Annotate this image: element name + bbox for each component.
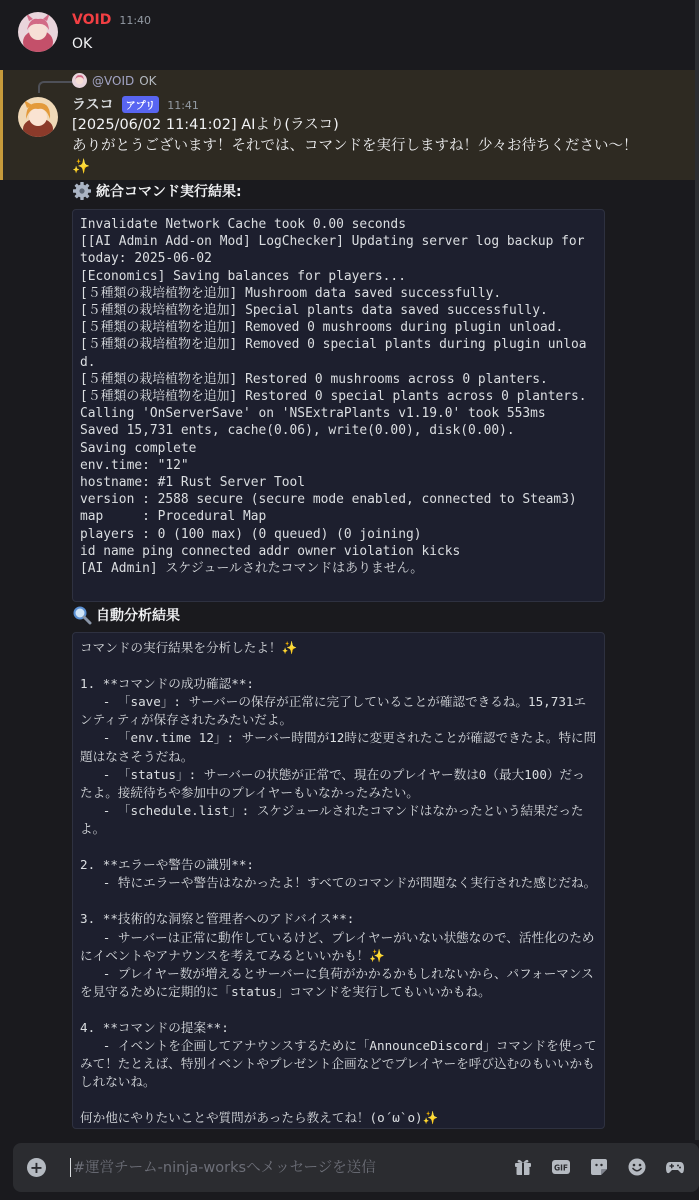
message-line: ✨ — [72, 159, 91, 175]
gift-icon[interactable] — [513, 1157, 533, 1177]
message-text — [72, 115, 638, 178]
sticker-icon[interactable] — [589, 1157, 609, 1177]
app-badge: アプリ — [122, 96, 160, 113]
avatar[interactable] — [18, 12, 58, 52]
section-title-text: 自動分析結果 — [96, 608, 180, 624]
timestamp: 11:40 — [119, 14, 152, 27]
rasuko-avatar-icon — [18, 97, 58, 137]
gear-icon — [72, 181, 92, 201]
timestamp: 11:41 — [167, 99, 199, 112]
gif-label: GIF — [553, 1163, 569, 1173]
author-name[interactable]: ラスコ — [72, 97, 114, 113]
section-title-results — [72, 181, 242, 201]
gif-icon[interactable] — [551, 1157, 571, 1177]
emoji-icon[interactable] — [627, 1157, 647, 1177]
reply-text: OK — [139, 73, 157, 88]
message-text: OK — [72, 36, 93, 52]
author-name[interactable]: VOID — [72, 12, 112, 28]
gamepad-icon[interactable] — [665, 1157, 685, 1177]
message-line: ありがとうございます！それでは、コマンドを実行しますね！少々お待ちください～！ — [72, 138, 638, 154]
reply-mention[interactable]: @VOID — [92, 73, 135, 88]
code-block-results: Invalidate Network Cache took 0.00 seconds [[AI Admin Add-on Mod] LogChecker] Updating server log backup for today: 2025-06-02 [Economics] Saving balances for players... [５種類の栽培植物を追加] Mushroom data saved successfully. [５種類の栽培植物を追加] Special plants data saved successfully. [５種類の栽培植物を追加] Removed 0 mushrooms during plugin unload. [５種類の栽培植物を追加] Removed 0 special plants during plugin unload. [５種類の栽培植物を追加] Restored 0 mushrooms across 0 planters. [５種類の栽培植物を追加] Restored 0 special plants across 0 planters. Calling 'OnServerSave' on 'NSExtraPlants v1.19.0' took 553ms Saved 15,731 ents, cache(0.06), write(0.00), disk(0.00). Saving complete env.time: "12" hostname: #1 Rust Server Tool version : 2588 secure (secure mode enabled, connected to Steam3) map : Procedural Map players : 0 (100 max) (0 queued) (0 joining) id name ping connected addr owner violation kicks [AI Admin] スケジュールされたコマンドはありません。 — [72, 209, 605, 602]
scrollbar[interactable] — [695, 0, 699, 1140]
message-rasuko — [0, 70, 695, 180]
message-line: [2025/06/02 11:41:02] AIより(ラスコ) — [72, 117, 339, 133]
void-avatar-icon — [72, 73, 87, 88]
reply-spine — [38, 81, 74, 93]
section-title-text: 統合コマンド実行結果: — [96, 184, 242, 200]
void-avatar-icon — [18, 12, 58, 52]
reply-preview[interactable] — [72, 73, 157, 88]
message-composer — [13, 1143, 699, 1192]
message-input[interactable] — [71, 1155, 485, 1181]
section-title-analysis — [72, 605, 180, 625]
magnifier-icon — [72, 605, 92, 625]
code-block-analysis: コマンドの実行結果を分析したよ！✨ 1. **コマンドの成功確認**: - 「save」: サーバーの保存が正常に完了していることが確認できるね。15,731エンティティが保存されたみたいだよ。 - 「env.time 12」: サーバー時間が12時に変更されたことが確認できたよ。特に問題はなさそうだね。 - 「status」: サーバーの状態が正常で、現在のプレイヤー数は0（最大100）だったよ。接続待ちや参加中のプレイヤーもいなかったみたい。 - 「schedule.list」: スケジュールされたコマンドはなかったという結果だったよ。 2. **エラーや警告の識別**: - 特にエラーや警告はなかったよ！すべてのコマンドが問題なく実行された感じだね。 3. **技術的な洞察と管理者へのアドバイス**: - サーバーは正常に動作しているけど、プレイヤーがいない状態なので、活性化のためにイベントやアナウンスを考えてみるといいかも！✨ - プレイヤー数が増えるとサーバーに負荷がかかるかもしれないから、パフォーマンスを見守るために定期的に「status」コマンドを実行してもいいかもね。 4. **コマンドの提案**: - イベントを企画してアナウンスするために「AnnounceDiscord」コマンドを使ってみて！たとえば、特別イベントやプレゼント企画などでプレイヤーを呼び込むのもいいかもしれないね。 何か他にやりたいことや質問があったら教えてね！(o´ω`o)✨ — [72, 632, 605, 1129]
avatar[interactable] — [18, 97, 58, 137]
message-void — [0, 0, 695, 70]
plus-icon[interactable]: + — [27, 1158, 46, 1177]
reply-avatar — [72, 73, 87, 88]
